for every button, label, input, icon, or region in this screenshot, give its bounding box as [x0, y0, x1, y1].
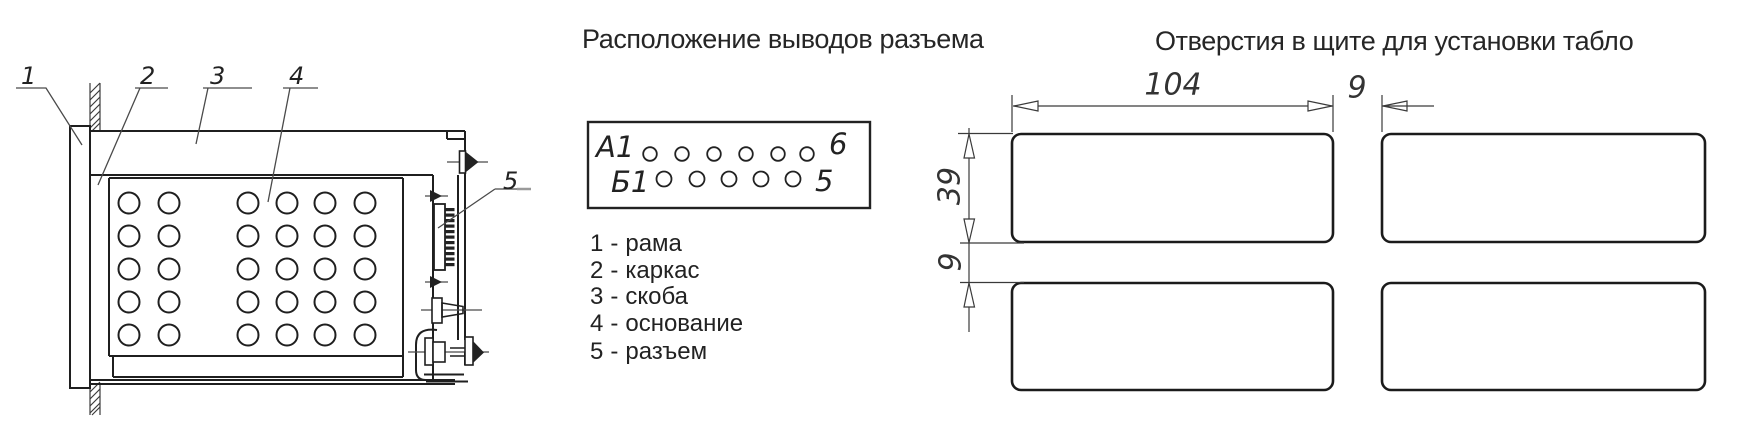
side-view-drawing	[16, 83, 530, 415]
mounting-hole	[119, 259, 140, 280]
mounting-hole	[315, 325, 336, 346]
mounting-hole	[277, 259, 298, 280]
mounting-hole	[277, 193, 298, 214]
frame-outline	[70, 126, 90, 388]
legend-name: основание	[625, 310, 744, 337]
callout-3: 3	[210, 62, 226, 90]
legend-item	[590, 310, 743, 337]
mounting-hole	[315, 226, 336, 247]
body-outline	[90, 126, 455, 388]
pin	[690, 172, 705, 187]
legend-number: 4	[590, 310, 604, 337]
mounting-hole	[315, 193, 336, 214]
callout-5: 5	[503, 167, 519, 195]
mounting-hole	[119, 226, 140, 247]
mounting-hole	[119, 325, 140, 346]
legend-separator: -	[610, 230, 619, 257]
panel-wall-hatch-top	[90, 83, 100, 131]
pin	[800, 147, 814, 161]
mounting-hole	[238, 259, 259, 280]
cutout-hole	[1382, 283, 1705, 390]
mounting-hole	[159, 226, 180, 247]
legend-number: 3	[590, 283, 604, 310]
pin	[786, 172, 801, 187]
mounting-hole	[159, 325, 180, 346]
mounting-hole	[238, 325, 259, 346]
legend-name: рама	[625, 230, 682, 257]
legend-separator: -	[610, 257, 619, 284]
dim-horizontal-gap: 9	[1347, 70, 1367, 106]
mounting-hole	[119, 193, 140, 214]
pin	[722, 172, 737, 187]
cutout-rects	[1012, 134, 1705, 390]
pin	[657, 172, 672, 187]
legend-separator: -	[610, 283, 619, 310]
connector-outline	[434, 204, 455, 270]
connector-ribs	[445, 208, 455, 266]
mounting-hole	[277, 226, 298, 247]
mounting-hole	[159, 292, 180, 313]
panel-cutouts-drawing	[958, 95, 1705, 390]
pinout-row-a-pins	[643, 147, 814, 161]
mounting-hole	[277, 292, 298, 313]
holes-panel-title: Отверстия в щите для установки табло	[1155, 26, 1634, 56]
cutout-hole	[1012, 283, 1333, 390]
panel-wall-hatch-bottom	[90, 382, 100, 415]
pinout-row-b-end-label: 5	[815, 164, 834, 198]
mounting-hole	[277, 325, 298, 346]
legend-name: разъем	[625, 338, 708, 365]
legend-number: 5	[590, 338, 604, 365]
pin	[707, 147, 721, 161]
pinout-row-b-pins	[657, 172, 801, 187]
mounting-hole	[355, 325, 376, 346]
callout-4: 4	[289, 62, 305, 90]
legend-separator: -	[610, 338, 619, 365]
legend-item	[590, 338, 707, 365]
legend-number: 1	[590, 230, 604, 257]
legend-name: каркас	[625, 257, 700, 284]
pin	[643, 147, 657, 161]
mounting-hole	[355, 259, 376, 280]
callout-leaders	[16, 88, 530, 228]
cutout-hole	[1012, 134, 1333, 242]
pinout-row-a-start-label: А1	[596, 130, 635, 164]
pin	[739, 147, 753, 161]
dim-hole-width: 104	[1144, 67, 1202, 103]
clamp-bracket-outline	[90, 131, 468, 382]
mounting-holes-grid	[119, 193, 376, 346]
mounting-hole	[315, 259, 336, 280]
clamp-screw-top	[447, 151, 488, 173]
pin	[754, 172, 769, 187]
mounting-hole	[238, 226, 259, 247]
pin	[675, 147, 689, 161]
legend-number: 2	[590, 257, 604, 284]
dim-vertical-gap: 9	[933, 252, 969, 272]
mounting-hole	[159, 193, 180, 214]
legend-item	[590, 283, 688, 310]
mounting-hole	[159, 259, 180, 280]
mounting-hole	[238, 193, 259, 214]
pinout-row-a-end-label: 6	[829, 127, 848, 161]
dimension-lines	[958, 95, 1434, 332]
legend-item	[590, 257, 699, 284]
clamp-bolt-bottom	[408, 337, 489, 365]
dim-hole-height: 39	[932, 166, 968, 206]
mounting-hole	[315, 292, 336, 313]
legend-separator: -	[610, 310, 619, 337]
pin	[771, 147, 785, 161]
pinout-title: Расположение выводов разъема	[582, 24, 984, 54]
mounting-hole	[355, 193, 376, 214]
legend-name: скоба	[625, 283, 689, 310]
callout-1: 1	[21, 62, 37, 90]
callout-2: 2	[140, 62, 156, 90]
mounting-hole	[238, 292, 259, 313]
mounting-hole	[355, 292, 376, 313]
mounting-hole	[355, 226, 376, 247]
mounting-hole	[119, 292, 140, 313]
terminal-pin	[421, 298, 482, 323]
legend-item	[590, 230, 682, 257]
cutout-hole	[1382, 134, 1705, 242]
pinout-row-b-start-label: Б1	[611, 165, 650, 199]
